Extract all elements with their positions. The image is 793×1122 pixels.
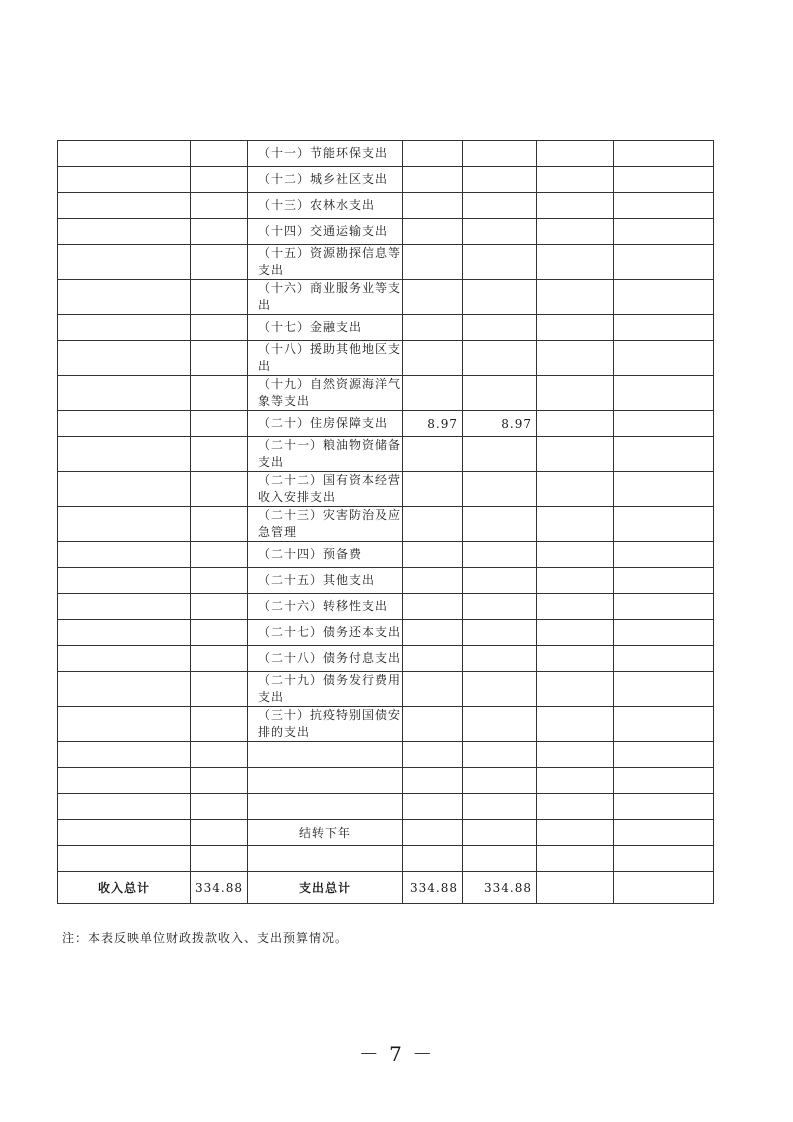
table-row bbox=[58, 141, 714, 167]
expense-item: （十五）资源勘探信息等支出 bbox=[248, 245, 403, 280]
expense-amount bbox=[403, 376, 463, 411]
table-row bbox=[58, 568, 714, 594]
general-budget-amount bbox=[463, 219, 537, 245]
table-row bbox=[58, 245, 714, 280]
expense-amount bbox=[403, 672, 463, 707]
expense-amount bbox=[403, 707, 463, 742]
table-row bbox=[58, 846, 714, 872]
table-row bbox=[58, 507, 714, 542]
general-budget-amount bbox=[463, 315, 537, 341]
expense-amount bbox=[403, 193, 463, 219]
expense-item: （十四）交通运输支出 bbox=[248, 219, 403, 245]
expense-item: （十三）农林水支出 bbox=[248, 193, 403, 219]
general-budget-amount bbox=[463, 620, 537, 646]
table-row bbox=[58, 167, 714, 193]
table-row bbox=[58, 594, 714, 620]
general-budget-amount bbox=[463, 594, 537, 620]
general-budget-amount bbox=[463, 376, 537, 411]
table-row bbox=[58, 411, 714, 437]
expense-amount bbox=[403, 568, 463, 594]
expense-item: （二十七）债务还本支出 bbox=[248, 620, 403, 646]
expense-item: （二十六）转移性支出 bbox=[248, 594, 403, 620]
expense-amount bbox=[403, 437, 463, 472]
general-budget-amount bbox=[463, 280, 537, 315]
table-row bbox=[58, 742, 714, 768]
expense-item: （二十九）债务发行费用支出 bbox=[248, 672, 403, 707]
table-row bbox=[58, 280, 714, 315]
expense-item: （二十四）预备费 bbox=[248, 542, 403, 568]
table-row bbox=[58, 620, 714, 646]
table-row bbox=[58, 341, 714, 376]
expense-amount bbox=[403, 315, 463, 341]
expense-item: （十八）援助其他地区支出 bbox=[248, 341, 403, 376]
general-budget-amount bbox=[463, 707, 537, 742]
expense-item: （二十）住房保障支出 bbox=[248, 411, 403, 437]
expense-amount bbox=[403, 594, 463, 620]
table-row bbox=[58, 219, 714, 245]
expense-amount bbox=[403, 341, 463, 376]
general-budget-amount bbox=[463, 193, 537, 219]
table-row bbox=[58, 707, 714, 742]
expense-item: （二十一）粮油物资储备支出 bbox=[248, 437, 403, 472]
income-total-label: 收入总计 bbox=[58, 872, 191, 904]
table-row bbox=[58, 820, 714, 846]
expense-item: （十七）金融支出 bbox=[248, 315, 403, 341]
table-row bbox=[58, 193, 714, 219]
expense-item: （二十五）其他支出 bbox=[248, 568, 403, 594]
expense-item: （二十三）灾害防治及应急管理 bbox=[248, 507, 403, 542]
expense-item: （十一）节能环保支出 bbox=[248, 141, 403, 167]
income-total-value: 334.88 bbox=[191, 872, 248, 904]
table-row bbox=[58, 472, 714, 507]
table-footnote: 注：本表反映单位财政拨款收入、支出预算情况。 bbox=[62, 931, 349, 945]
general-budget-amount bbox=[463, 646, 537, 672]
expense-amount bbox=[403, 245, 463, 280]
table-row bbox=[58, 542, 714, 568]
expense-amount bbox=[403, 507, 463, 542]
table-row bbox=[58, 376, 714, 411]
table-row bbox=[58, 315, 714, 341]
general-budget-amount bbox=[463, 472, 537, 507]
general-budget-amount bbox=[463, 672, 537, 707]
expense-item: （三十）抗疫特别国债安排的支出 bbox=[248, 707, 403, 742]
general-budget-amount bbox=[463, 542, 537, 568]
expense-amount bbox=[403, 167, 463, 193]
expense-amount bbox=[403, 646, 463, 672]
expense-item: （十六）商业服务业等支出 bbox=[248, 280, 403, 315]
table-row bbox=[58, 646, 714, 672]
total-row bbox=[58, 872, 714, 904]
expense-total-general: 334.88 bbox=[463, 872, 537, 904]
page-number: － 7 － bbox=[358, 1042, 435, 1066]
expense-amount bbox=[403, 620, 463, 646]
expense-amount: 8.97 bbox=[403, 411, 463, 437]
expense-item: （十九）自然资源海洋气象等支出 bbox=[248, 376, 403, 411]
expense-item: （十二）城乡社区支出 bbox=[248, 167, 403, 193]
general-budget-amount bbox=[463, 568, 537, 594]
general-budget-amount bbox=[463, 507, 537, 542]
table-row bbox=[58, 437, 714, 472]
table-row bbox=[58, 794, 714, 820]
expense-amount bbox=[403, 542, 463, 568]
expense-item: （二十八）债务付息支出 bbox=[248, 646, 403, 672]
expense-amount bbox=[403, 141, 463, 167]
budget-table bbox=[57, 140, 714, 904]
expense-item: （二十二）国有资本经营收入安排支出 bbox=[248, 472, 403, 507]
general-budget-amount bbox=[463, 167, 537, 193]
expense-amount bbox=[403, 472, 463, 507]
general-budget-amount bbox=[463, 341, 537, 376]
carry-forward-label: 结转下年 bbox=[248, 820, 403, 846]
expense-amount bbox=[403, 280, 463, 315]
table-row bbox=[58, 768, 714, 794]
general-budget-amount bbox=[463, 245, 537, 280]
general-budget-amount bbox=[463, 141, 537, 167]
general-budget-amount bbox=[463, 437, 537, 472]
expense-total-label: 支出总计 bbox=[248, 872, 403, 904]
general-budget-amount: 8.97 bbox=[463, 411, 537, 437]
expense-amount bbox=[403, 219, 463, 245]
expense-total-amount: 334.88 bbox=[403, 872, 463, 904]
table-row bbox=[58, 672, 714, 707]
